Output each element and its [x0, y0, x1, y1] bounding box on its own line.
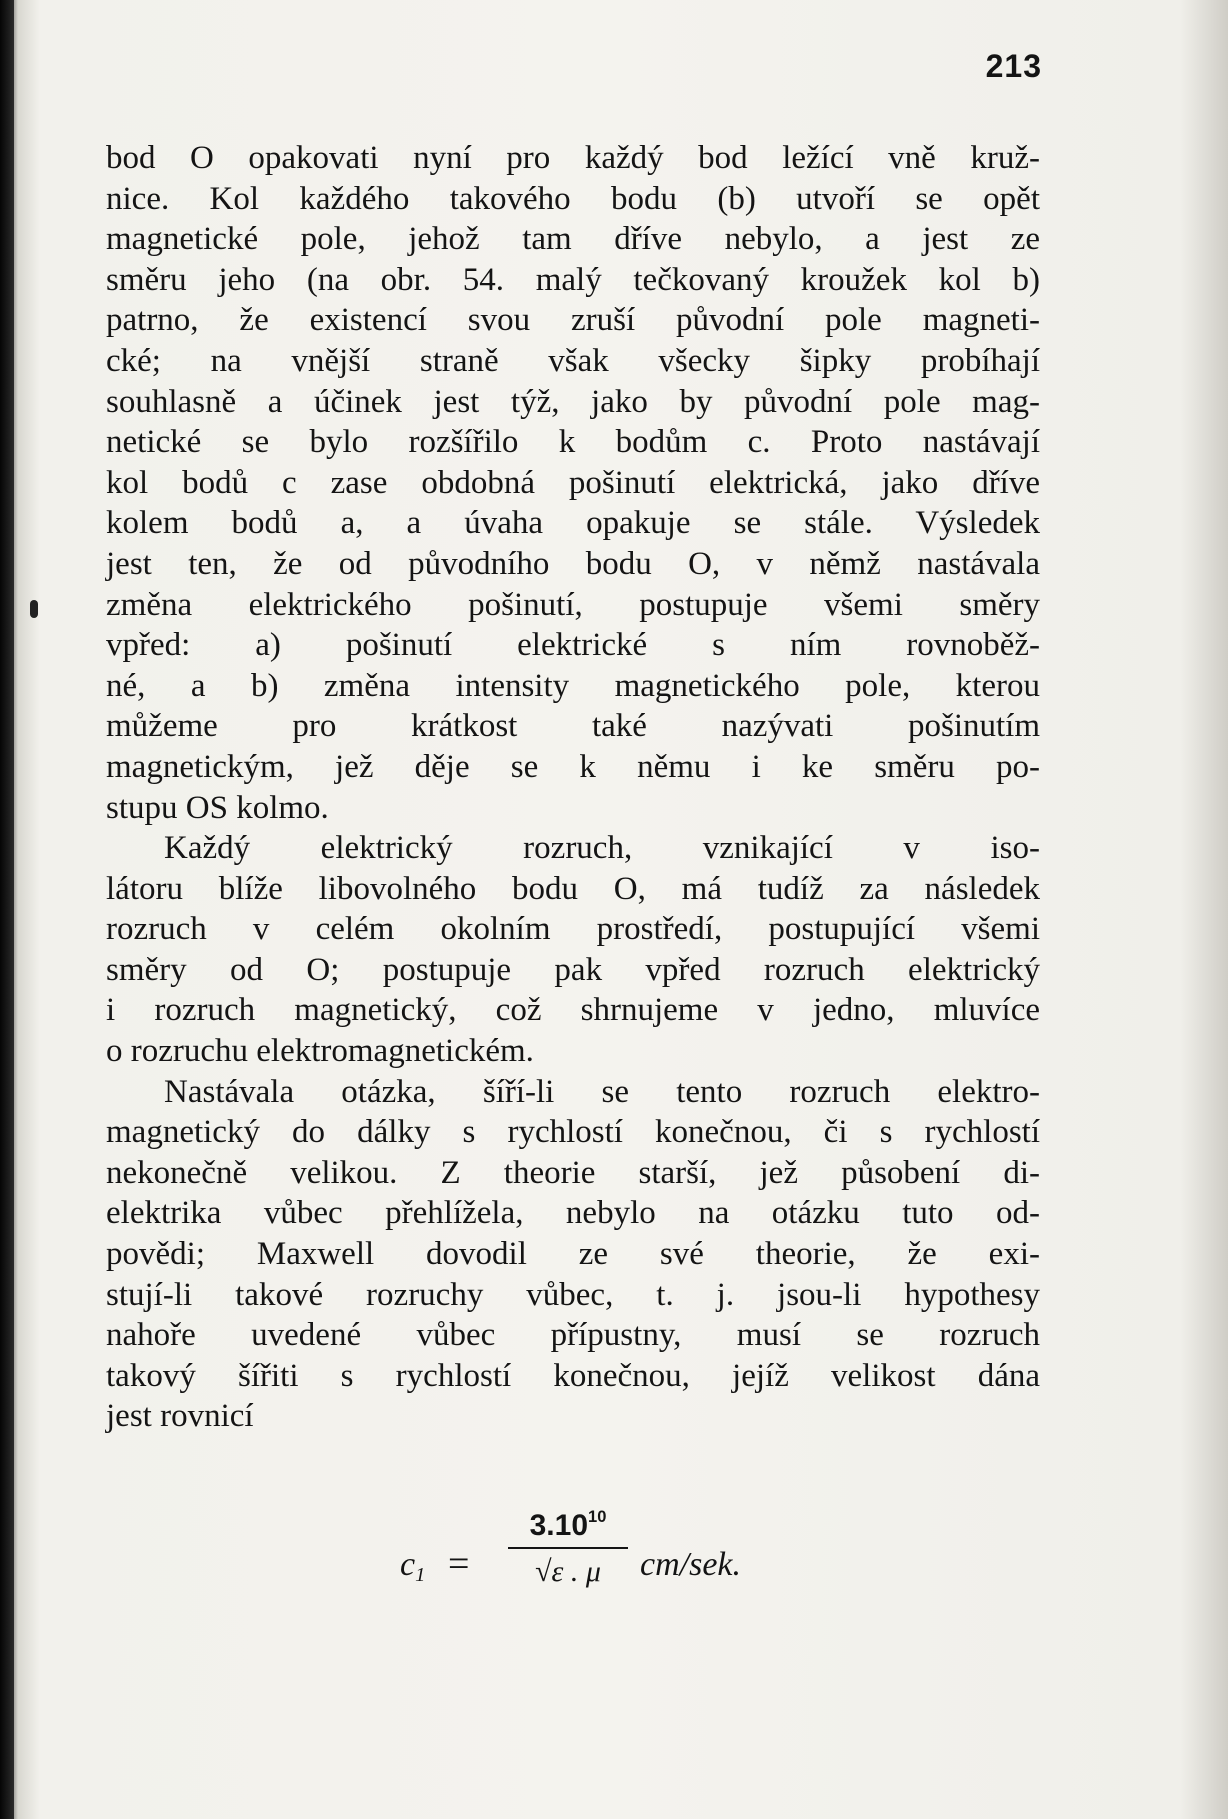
- text-line: vpřed: a) pošinutí elektrické s ním rovnoběž-: [106, 627, 1040, 664]
- formula-equals: =: [448, 1543, 470, 1585]
- text-line: bod O opakovati nyní pro každý bod ležící vně kruž-: [106, 140, 1040, 176]
- fraction-bar: [508, 1547, 628, 1549]
- text-line: magnetický do dálky s rychlostí konečnou, či s rychlostí: [106, 1114, 1040, 1151]
- text-line: cké; na vnější straně však všecky šipky probíhají: [106, 342, 1040, 379]
- text-line: směry od O; postupuje pak vpřed rozruch elektrický: [106, 951, 1040, 988]
- formula-fraction: [508, 1508, 628, 1589]
- formula-numerator-exponent: 10: [588, 1508, 607, 1526]
- text-line: netické se bylo rozšířilo k bodům c. Proto nastávají: [106, 424, 1040, 461]
- formula-numerator: [508, 1508, 628, 1543]
- text-line: elektrika vůbec přehlížela, nebylo na otázku tuto od-: [106, 1195, 1040, 1232]
- text-line: jest ten, že od původního bodu O, v němž nastávala: [106, 545, 1040, 582]
- formula-lhs-subscript: 1: [415, 1564, 426, 1587]
- text-line: Nastávala otázka, šíří-li se tento rozruch elektro-: [164, 1073, 1040, 1110]
- text-line: patrno, že existencí svou zruší původní pole magneti-: [106, 302, 1040, 339]
- text-line: Každý elektrický rozruch, vznikající v iso-: [164, 830, 1040, 867]
- text-line: né, a b) změna intensity magnetického pole, kterou: [106, 667, 1040, 704]
- text-line: takový šířiti s rychlostí konečnou, jejíž velikost dána: [106, 1357, 1040, 1394]
- text-line: kolem bodů a, a úvaha opakuje se stále. Výsledek: [106, 505, 1040, 542]
- text-line: změna elektrického pošinutí, postupuje všemi směry: [106, 586, 1040, 623]
- page-number: 213: [985, 48, 1042, 84]
- text-line: látoru blíže libovolného bodu O, má tudíž za následek: [106, 870, 1040, 907]
- text-line: stupu OS kolmo.: [106, 789, 329, 826]
- formula-lhs-symbol: c: [400, 1546, 416, 1583]
- text-line: i rozruch magnetický, což shrnujeme v jedno, mluvíce: [106, 992, 1040, 1029]
- text-line: nice. Kol každého takového bodu (b) utvoří se opět: [106, 180, 1040, 217]
- text-line: můžeme pro krátkost také nazývati pošinutím: [106, 708, 1040, 745]
- text-line: souhlasně a účinek jest týž, jako by původní pole mag-: [106, 383, 1040, 420]
- text-line: magnetickým, jež děje se k němu i ke směru po-: [106, 748, 1040, 785]
- body-text: [106, 138, 1040, 1437]
- text-line: nekonečně velikou. Z theorie starší, jež působení di-: [106, 1154, 1040, 1191]
- text-line: magnetické pole, jehož tam dříve nebylo, a jest ze: [106, 221, 1040, 258]
- text-line: jest rovnicí: [106, 1398, 254, 1435]
- text-line: nahoře uvedené vůbec přípustny, musí se rozruch: [106, 1317, 1040, 1354]
- text-line: povědi; Maxwell dovodil ze své theorie, že exi-: [106, 1236, 1040, 1273]
- book-spine: [0, 0, 14, 1819]
- formula-denominator: √ε . μ: [535, 1555, 601, 1589]
- text-line: rozruch v celém okolním prostředí, postupující všemi: [106, 911, 1040, 948]
- text-line: směru jeho (na obr. 54. malý tečkovaný kroužek kol b): [106, 261, 1040, 298]
- formula-lhs: [400, 1546, 425, 1587]
- text-line: kol bodů c zase obdobná pošinutí elektrická, jako dříve: [106, 464, 1040, 501]
- formula-unit: cm/sek.: [640, 1546, 742, 1583]
- scan-artifact: [30, 600, 38, 618]
- text-line: o rozruchu elektromagnetickém.: [106, 1033, 534, 1070]
- formula-numerator-base: 3.10: [529, 1509, 589, 1543]
- text-line: stují-li takové rozruchy vůbec, t. j. jsou-li hypothesy: [106, 1276, 1040, 1313]
- speed-formula: [400, 1508, 820, 1628]
